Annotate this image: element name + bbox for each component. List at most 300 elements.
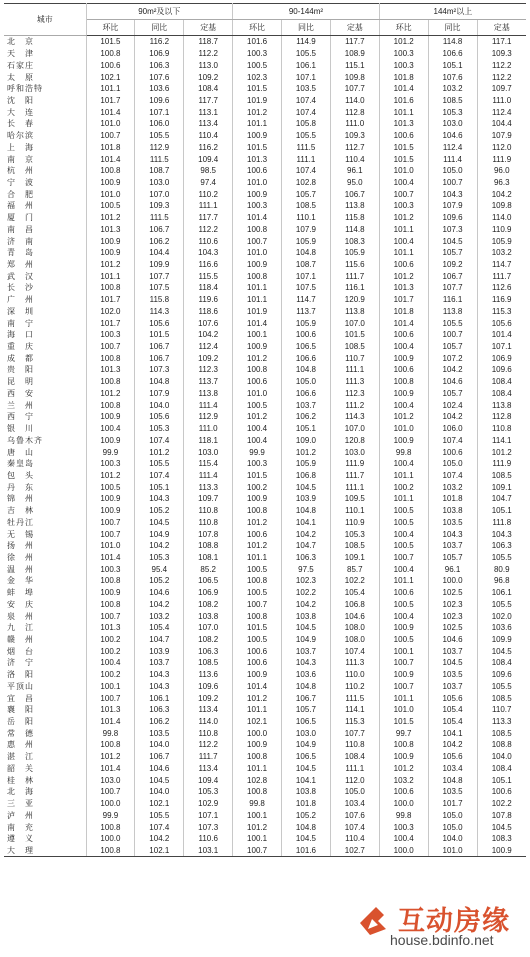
index-value-cell: 110.8 [492,424,512,434]
table-row [4,458,526,470]
index-value-cell: 101.1 [379,692,428,704]
index-value-cell: 105.7 [282,704,331,716]
index-value-cell: 100.8 [86,739,135,751]
table-row [4,692,526,704]
index-value-cell: 101.3 [86,622,135,634]
index-value-cell: 104.8 [282,505,331,517]
city-name-cell: 烟 台 [4,645,86,657]
index-value-cell: 100.5 [379,505,428,517]
index-value-cell: 117.7 [330,36,379,48]
index-value-cell: 103.0 [282,727,331,739]
table-row [4,528,526,540]
index-value-cell: 103.2 [379,774,428,786]
index-value-cell: 103.6 [282,669,331,681]
index-value-cell: 112.4 [184,341,233,353]
city-name-cell: 南 充 [4,821,86,833]
index-value-cell: 109.2 [184,692,233,704]
index-value-cell: 118.1 [184,434,233,446]
index-value-cell: 101.1 [379,247,428,259]
index-value-cell: 106.3 [135,704,184,716]
index-value-cell: 100.1 [379,645,428,657]
index-value-cell: 106.7 [330,188,379,200]
index-value-cell: 100.8 [86,575,135,587]
index-value-cell: 106.6 [428,48,477,60]
index-value-cell: 100.9 [86,493,135,505]
index-value-cell: 111.1 [330,481,379,493]
index-value-cell: 108.4 [491,763,512,773]
index-value-cell: 100.9 [86,434,135,446]
index-value-cell: 117.1 [492,37,512,47]
index-value-cell: 101.6 [379,95,428,107]
subheader-mom: 环比 [86,20,135,36]
city-name-cell: 平顶山 [4,681,86,693]
index-value-cell: 101.2 [233,352,282,364]
index-value-cell: 101.1 [379,224,428,236]
index-value-cell: 106.7 [135,751,184,763]
index-value-cell: 104.8 [428,774,477,786]
city-name-cell: 长 沙 [4,282,86,294]
table-row [4,774,526,786]
index-value-cell: 100.8 [233,364,282,376]
index-value-cell: 100.8 [233,610,282,622]
index-value-cell: 100.8 [379,376,428,388]
index-value-cell: 117.7 [184,95,233,107]
index-value-cell: 104.2 [135,833,184,845]
index-value-cell: 108.5 [330,341,379,353]
index-value-cell: 101.2 [86,470,135,482]
index-value-cell: 101.7 [86,317,135,329]
city-name-cell: 襄 阳 [4,704,86,716]
table-row [4,282,526,294]
index-value-cell: 102.2 [491,799,512,809]
index-value-cell: 100.8 [86,352,135,364]
index-value-cell: 110.7 [492,705,512,715]
index-value-cell: 106.5 [282,341,331,353]
table-row [4,809,526,821]
index-value-cell: 108.4 [184,83,233,95]
index-value-cell: 107.4 [282,95,331,107]
index-value-cell: 95.0 [330,177,379,189]
index-value-cell: 104.5 [135,774,184,786]
index-value-cell: 98.5 [184,165,233,177]
index-value-cell: 114.3 [135,306,184,318]
index-value-cell: 103.8 [184,610,233,622]
index-value-cell: 101.1 [233,294,282,306]
index-value-cell: 100.1 [233,329,282,341]
index-value-cell: 104.0 [135,399,184,411]
index-value-cell: 102.0 [86,306,135,318]
index-value-cell: 109.2 [184,352,233,364]
index-value-cell: 101.3 [379,282,428,294]
index-value-cell: 103.9 [282,493,331,505]
table-row [4,493,526,505]
index-value-cell: 104.5 [282,622,331,634]
index-value-cell: 101.1 [379,493,428,505]
index-value-cell: 100.9 [379,388,428,400]
city-name-cell: 锦 州 [4,493,86,505]
table-row [4,681,526,693]
index-value-cell: 113.8 [184,388,233,400]
table-row [4,481,526,493]
index-value-cell: 101.6 [282,845,331,857]
index-value-cell: 85.7 [330,563,379,575]
index-value-cell: 100.9 [233,259,282,271]
city-name-cell: 金 华 [4,575,86,587]
city-name-cell: 韶 关 [4,763,86,775]
table-row [4,317,526,329]
index-value-cell: 110.1 [282,212,331,224]
index-value-cell: 101.1 [233,118,282,130]
index-value-cell: 104.5 [282,833,331,845]
index-value-cell: 100.0 [428,575,477,587]
index-value-cell: 100.9 [379,622,428,634]
index-value-cell: 101.2 [379,36,428,48]
index-value-cell: 106.2 [282,411,331,423]
city-name-cell: 哈尔滨 [4,130,86,142]
table-row [4,587,526,599]
index-value-cell: 104.8 [282,681,331,693]
index-value-cell: 101.8 [379,306,428,318]
index-value-cell: 107.3 [184,821,233,833]
index-value-cell: 102.3 [428,610,477,622]
index-value-cell: 114.3 [330,411,379,423]
index-value-cell: 104.5 [135,516,184,528]
index-value-cell: 100.7 [428,177,477,189]
index-value-cell: 114.9 [282,36,331,48]
index-value-cell: 100.7 [233,599,282,611]
index-value-cell: 101.0 [86,540,135,552]
city-name-cell: 安 庆 [4,599,86,611]
index-value-cell: 104.2 [428,739,477,751]
index-value-cell: 105.6 [135,317,184,329]
index-value-cell: 111.4 [184,470,233,482]
index-value-cell: 101.4 [86,763,135,775]
index-value-cell: 109.6 [428,212,477,224]
index-value-cell: 106.1 [491,588,512,598]
index-value-cell: 104.2 [282,599,331,611]
index-value-cell: 104.1 [428,727,477,739]
index-value-cell: 114.7 [492,260,512,270]
index-value-cell: 112.8 [492,412,512,422]
index-value-cell: 109.6 [135,95,184,107]
index-value-cell: 101.3 [379,118,428,130]
city-name-cell: 兰 州 [4,399,86,411]
index-value-cell: 105.5 [491,552,512,562]
index-value-cell: 107.0 [330,317,379,329]
index-value-cell: 106.3 [184,645,233,657]
index-value-cell: 107.6 [135,71,184,83]
index-value-cell: 96.8 [493,576,510,586]
index-value-cell: 100.6 [233,376,282,388]
index-value-cell: 106.9 [184,587,233,599]
city-name-cell: 天 津 [4,48,86,60]
index-value-cell: 107.4 [282,106,331,118]
index-value-cell: 104.6 [428,634,477,646]
index-value-cell: 108.5 [491,728,512,738]
index-value-cell: 101.5 [135,329,184,341]
index-value-cell: 107.4 [135,821,184,833]
index-value-cell: 103.0 [184,446,233,458]
index-value-cell: 100.6 [233,165,282,177]
city-name-cell: 乌鲁木齐 [4,434,86,446]
index-value-cell: 101.2 [379,270,428,282]
index-value-cell: 112.4 [428,141,477,153]
index-value-cell: 107.5 [282,282,331,294]
table-row [4,306,526,318]
index-value-cell: 103.7 [282,399,331,411]
index-value-cell: 100.7 [233,235,282,247]
index-value-cell: 100.4 [379,399,428,411]
index-value-cell: 120.9 [330,294,379,306]
city-name-cell: 温 州 [4,563,86,575]
index-value-cell: 102.9 [184,798,233,810]
index-value-cell: 100.8 [86,376,135,388]
index-value-cell: 103.5 [428,516,477,528]
group-header-small: 90m²及以下 [86,4,233,20]
index-value-cell: 105.5 [491,599,512,609]
city-name-cell: 九 江 [4,622,86,634]
index-value-cell: 108.5 [428,95,477,107]
index-value-cell: 110.6 [184,235,233,247]
index-value-cell: 101.9 [233,306,282,318]
index-value-cell: 112.7 [330,141,379,153]
city-name-cell: 贵 阳 [4,364,86,376]
index-value-cell: 107.9 [491,131,512,141]
index-value-cell: 100.4 [233,423,282,435]
index-value-cell: 109.9 [491,635,512,645]
index-value-cell: 108.5 [330,540,379,552]
table-row [4,165,526,177]
table-row [4,341,526,353]
index-value-cell: 111.3 [330,657,379,669]
index-value-cell: 100.6 [86,59,135,71]
index-value-cell: 101.2 [86,388,135,400]
index-value-cell: 105.5 [135,130,184,142]
index-value-cell: 113.3 [492,717,512,727]
index-value-cell: 101.3 [86,704,135,716]
index-value-cell: 109.7 [491,84,512,94]
index-value-cell: 110.8 [184,516,233,528]
index-value-cell: 102.4 [428,399,477,411]
index-value-cell: 113.6 [184,669,233,681]
index-value-cell: 115.1 [330,59,379,71]
index-value-cell: 99.9 [233,446,282,458]
index-value-cell: 100.3 [233,458,282,470]
city-name-cell: 广 州 [4,294,86,306]
index-value-cell: 101.0 [233,247,282,259]
index-value-cell: 106.0 [428,423,477,435]
index-value-cell: 105.6 [428,692,477,704]
table-row [4,188,526,200]
index-value-cell: 101.2 [233,411,282,423]
city-name-cell: 桂 林 [4,774,86,786]
group-header-medium: 90-144m² [233,4,380,20]
index-value-cell: 108.7 [135,165,184,177]
table-row [4,423,526,435]
city-name-cell: 郑 州 [4,259,86,271]
index-value-cell: 103.0 [428,118,477,130]
index-value-cell: 111.5 [135,212,184,224]
index-value-cell: 101.7 [428,798,477,810]
index-value-cell: 107.6 [184,317,233,329]
index-value-cell: 100.5 [86,481,135,493]
index-value-cell: 105.0 [428,821,477,833]
subheader-base: 定基 [477,20,526,36]
index-value-cell: 107.5 [135,282,184,294]
index-value-cell: 103.6 [135,83,184,95]
index-value-cell: 108.5 [491,470,512,480]
index-value-cell: 100.7 [379,657,428,669]
index-value-cell: 101.2 [86,212,135,224]
index-value-cell: 105.0 [428,165,477,177]
index-value-cell: 104.8 [282,821,331,833]
index-value-cell: 105.5 [282,48,331,60]
index-value-cell: 108.0 [330,634,379,646]
index-value-cell: 111.1 [330,364,379,376]
index-value-cell: 104.5 [428,235,477,247]
index-value-cell: 112.2 [184,224,233,236]
city-name-cell: 吉 林 [4,505,86,517]
city-name-cell: 深 圳 [4,306,86,318]
index-value-cell: 102.3 [233,71,282,83]
index-value-cell: 104.5 [282,481,331,493]
table-row [4,669,526,681]
index-value-cell: 107.7 [428,282,477,294]
index-value-cell: 104.9 [135,528,184,540]
index-value-cell: 109.8 [491,201,512,211]
index-value-cell: 105.6 [491,318,512,328]
index-value-cell: 107.7 [330,83,379,95]
index-value-cell: 101.2 [135,446,184,458]
index-value-cell: 101.4 [233,317,282,329]
index-value-cell: 100.1 [233,833,282,845]
city-name-cell: 遵 义 [4,833,86,845]
index-value-cell: 100.9 [86,411,135,423]
city-name-cell: 无 锡 [4,528,86,540]
index-value-cell: 102.1 [233,716,282,728]
index-value-cell: 105.0 [282,376,331,388]
table-row [4,563,526,575]
table-row [4,716,526,728]
index-value-cell: 100.5 [379,634,428,646]
index-value-cell: 116.1 [428,294,477,306]
index-value-cell: 100.4 [379,833,428,845]
index-value-cell: 100.7 [428,329,477,341]
index-value-cell: 114.8 [330,224,379,236]
index-value-cell: 100.6 [233,657,282,669]
index-value-cell: 105.4 [330,587,379,599]
index-value-cell: 105.9 [282,235,331,247]
table-row [4,763,526,775]
index-value-cell: 108.7 [282,259,331,271]
table-row [4,634,526,646]
index-value-cell: 101.1 [379,106,428,118]
index-value-cell: 103.5 [135,727,184,739]
index-value-cell: 105.3 [428,106,477,118]
index-value-cell: 100.6 [282,329,331,341]
table-row [4,821,526,833]
index-value-cell: 101.3 [86,364,135,376]
index-value-cell: 100.8 [86,399,135,411]
index-value-cell: 107.1 [491,342,512,352]
city-name-cell: 丹 东 [4,481,86,493]
index-value-cell: 80.9 [493,564,510,574]
index-value-cell: 113.8 [330,306,379,318]
city-name-cell: 海 口 [4,329,86,341]
index-value-cell: 111.7 [184,751,233,763]
index-value-cell: 110.9 [330,516,379,528]
city-name-cell: 常 德 [4,727,86,739]
index-value-cell: 102.5 [428,622,477,634]
index-value-cell: 111.0 [492,95,512,105]
index-value-cell: 101.2 [233,516,282,528]
subheader-yoy: 同比 [135,20,184,36]
index-value-cell: 100.9 [477,845,526,857]
index-value-cell: 100.7 [86,341,135,353]
index-value-cell: 105.3 [184,786,233,798]
index-value-cell: 105.7 [282,188,331,200]
city-name-cell: 岳 阳 [4,716,86,728]
city-name-cell: 沈 阳 [4,95,86,107]
index-value-cell: 102.1 [86,71,135,83]
index-value-cell: 103.2 [491,248,512,258]
index-value-cell: 105.4 [135,622,184,634]
index-value-cell: 105.1 [282,423,331,435]
index-value-cell: 99.9 [86,446,135,458]
index-value-cell: 114.1 [330,704,379,716]
index-value-cell: 116.2 [135,36,184,48]
index-value-cell: 100.8 [86,599,135,611]
table-row [4,388,526,400]
table-row [4,411,526,423]
subheader-yoy: 同比 [428,20,477,36]
city-name-cell: 银 川 [4,423,86,435]
index-value-cell: 112.3 [184,364,233,376]
index-value-cell: 101.0 [379,165,428,177]
table-row [4,516,526,528]
index-value-cell: 109.4 [184,774,233,786]
index-value-cell: 102.2 [282,587,331,599]
index-value-cell: 114.7 [282,294,331,306]
index-value-cell: 104.9 [282,739,331,751]
index-value-cell: 109.3 [491,49,512,59]
index-value-cell: 100.9 [86,235,135,247]
index-value-cell: 103.4 [428,763,477,775]
watermark-brand-text: 互动房缘 [398,906,510,937]
table-row [4,118,526,130]
city-name-cell: 泉 州 [4,610,86,622]
index-value-cell: 101.5 [379,716,428,728]
index-value-cell: 103.8 [282,786,331,798]
index-value-cell: 101.1 [233,704,282,716]
index-value-cell: 106.9 [135,48,184,60]
index-value-cell: 108.4 [330,751,379,763]
index-value-cell: 113.4 [184,704,233,716]
index-value-cell: 109.0 [282,434,331,446]
index-value-cell: 107.0 [135,188,184,200]
index-value-cell: 100.8 [233,575,282,587]
index-value-cell: 105.1 [428,59,477,71]
table-row [4,786,526,798]
index-value-cell: 101.5 [379,153,428,165]
index-value-cell: 101.2 [379,411,428,423]
index-value-cell: 100.7 [379,681,428,693]
index-value-cell: 101.7 [86,294,135,306]
index-value-cell: 106.3 [491,541,512,551]
city-name-cell: 青 岛 [4,247,86,259]
index-value-cell: 103.0 [330,446,379,458]
index-value-cell: 100.7 [86,528,135,540]
